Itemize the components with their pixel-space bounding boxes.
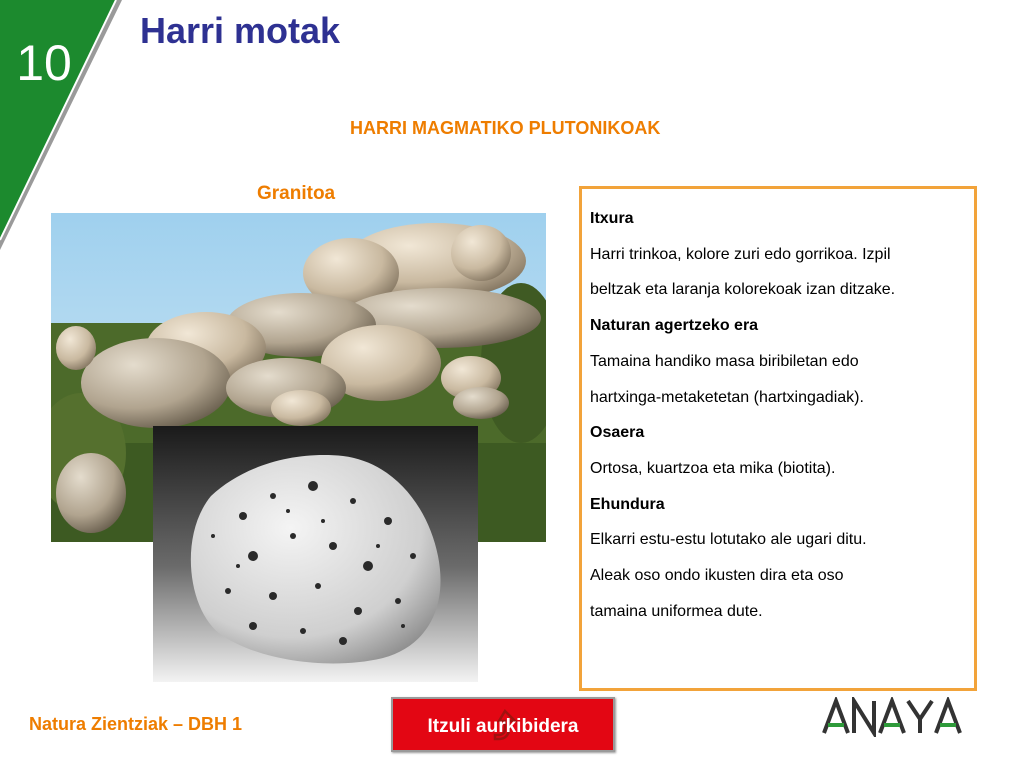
info-text-line: Elkarri estu-estu lotutako ale ugari ditu. — [590, 531, 867, 549]
photo-caption: Granitoa — [257, 183, 336, 204]
info-heading: Osaera — [590, 424, 645, 442]
anaya-logo — [820, 697, 968, 737]
page-title: Harri motak — [140, 10, 341, 51]
info-heading: Itxura — [590, 210, 634, 227]
info-text-line: beltzak eta laranja kolorekoak izan ditzake. — [590, 281, 896, 299]
info-text-line: Aleak oso ondo ikusten dira eta oso — [590, 567, 844, 585]
subject-label: Natura Zientziak – DBH 1 — [29, 714, 243, 734]
description-box — [579, 186, 977, 691]
back-to-index-button[interactable] — [391, 697, 615, 752]
info-text-line: Ortosa, kuartzoa eta mika (biotita). — [590, 459, 836, 477]
info-heading: Ehundura — [590, 495, 665, 513]
info-text-line: Harri trinkoa, kolore zuri edo gorrikoa. Izpil — [590, 245, 891, 263]
back-button-label: Itzuli aurkibidera — [427, 716, 579, 737]
info-text-line: Tamaina handiko masa biribiletan edo — [590, 352, 859, 370]
unit-number: 10 — [16, 35, 72, 91]
section-heading: HARRI MAGMATIKO PLUTONIKOAK — [350, 118, 661, 138]
info-text-line: tamaina uniformea dute. — [590, 602, 763, 620]
info-text-line: hartxinga-metaketetan (hartxingadiak). — [590, 388, 864, 406]
info-heading: Naturan agertzeko era — [590, 317, 759, 335]
granite-specimen-photo — [153, 426, 478, 682]
